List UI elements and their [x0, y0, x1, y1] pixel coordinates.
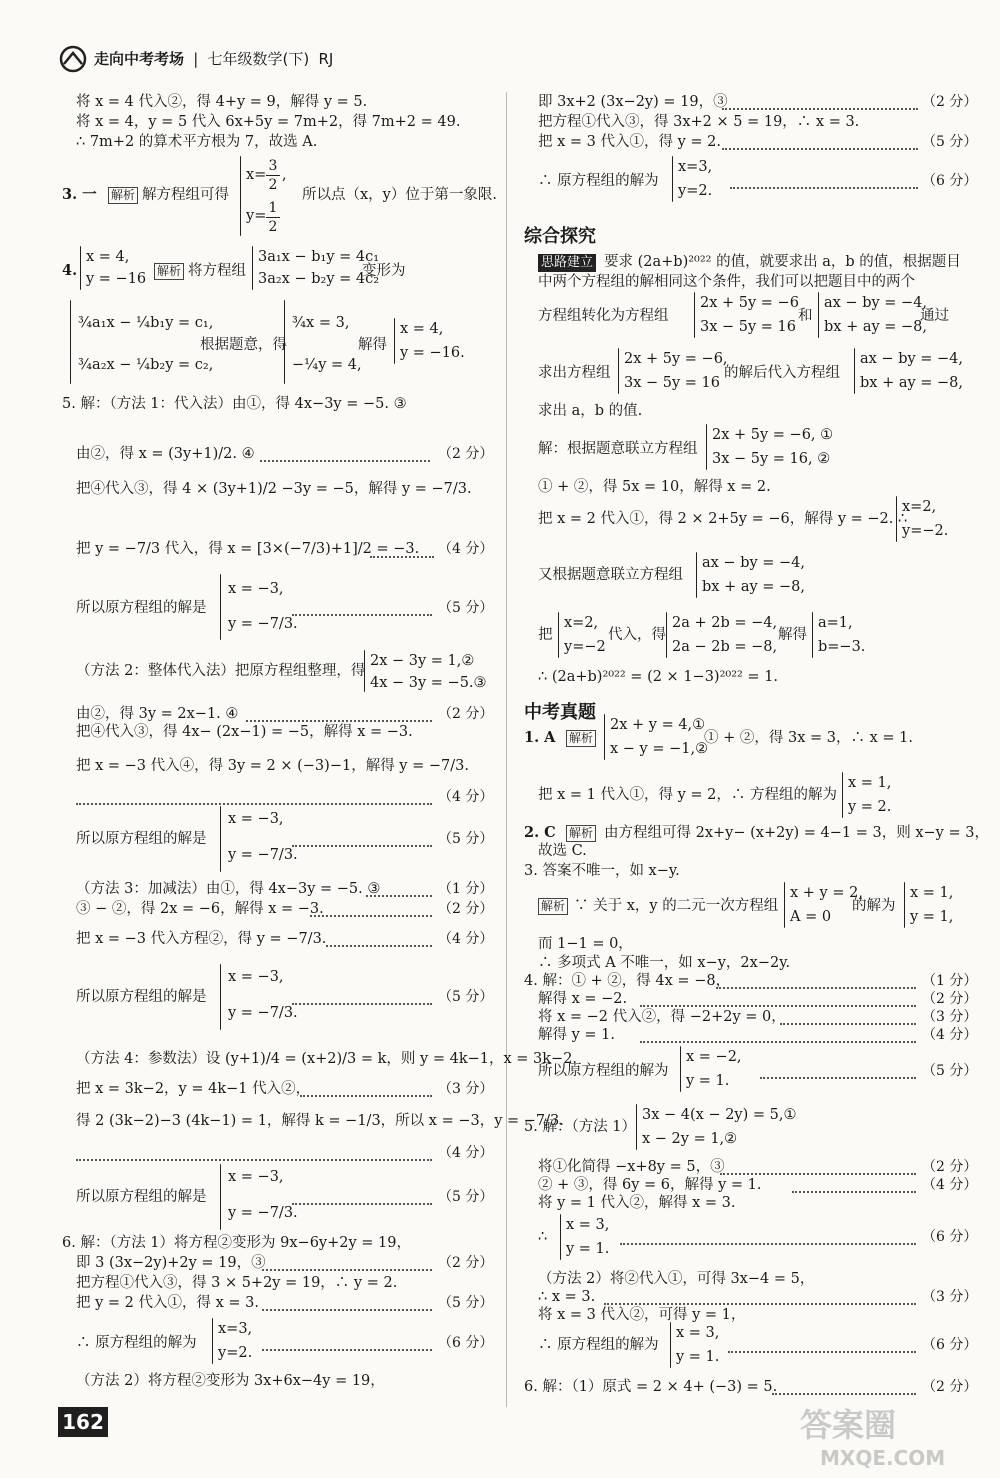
- answer-line: （方法 2：整体代入法）把原方程组整理，得: [76, 663, 366, 679]
- equation: 3a₁x − b₁y = 4c₁: [258, 249, 380, 265]
- equation: 3a₂x − b₂y = 4c₂: [258, 271, 380, 287]
- book-title: 走向中考考场: [94, 50, 185, 68]
- leader-dots: [246, 720, 432, 722]
- leader-dots: [722, 148, 918, 150]
- answer-line: 5. 解：（方法 1）: [524, 1119, 637, 1135]
- question-number: 3. 一: [62, 186, 97, 203]
- equation: x = 4,: [86, 249, 130, 265]
- equation: x − y = −1,②: [610, 741, 709, 757]
- system-brace: [672, 156, 673, 202]
- answer-line: （方法 4：参数法）设 (y+1)/4 = (x+2)/3 = k，则 y = 4k−1，x = 3k−2.: [76, 1051, 578, 1067]
- leader-dots: [720, 1173, 916, 1175]
- answer-line: 和: [798, 308, 813, 324]
- answer-line: ∴ 原方程组的解为: [76, 1335, 197, 1351]
- answer-line: 即 3x+2 (3x−2y) = 19，③: [538, 94, 728, 110]
- answer-line: 中两个方程组的解相同这个条件，我们可以把题目中的两个: [538, 274, 915, 290]
- answer-line: 即 3 (3x−2y)+2y = 19，③: [76, 1255, 266, 1271]
- system-brace: [364, 650, 365, 692]
- answer-line: 的解后代入方程组: [724, 365, 840, 381]
- equation: x=3,: [218, 1321, 253, 1337]
- score-points: （2 分）: [922, 94, 978, 110]
- answer-line: 将 x = 3 代入②，可得 y = 1，: [538, 1307, 746, 1323]
- system-brace: [696, 552, 697, 598]
- leader-dots: [76, 1159, 432, 1161]
- answer-line: ∴ 原方程组的解为: [538, 1337, 659, 1353]
- equation: 2a − 2b = −8,: [672, 639, 778, 655]
- equation: A = 0: [790, 909, 832, 925]
- system-brace: [904, 882, 905, 928]
- system-brace: [394, 318, 395, 364]
- answer-line: （方法 3：加减法）由①，得 4x−3y = −5. ③: [76, 881, 381, 897]
- answer-line: 4. 解：① + ②，得 4x = −8，: [524, 973, 731, 989]
- column-divider: [506, 92, 507, 1407]
- answer-line: 根据题意，得: [200, 337, 287, 353]
- answer-line: 通过: [920, 308, 949, 324]
- score-points: （6 分）: [922, 1229, 978, 1245]
- answer-line: 6. 解：（1）原式 = 2 × 4+ (−3) = 5.: [524, 1379, 778, 1395]
- system-brace: [618, 348, 619, 394]
- system-brace: [896, 496, 897, 542]
- equation: y=−2: [564, 639, 606, 655]
- score-points: （4 分）: [922, 1027, 978, 1043]
- system-brace: [252, 246, 253, 290]
- answer-line: 把④代入③，得 4 × (3y+1)/2 −3y = −5，解得 y = −7/3.: [76, 481, 472, 497]
- leader-dots: [292, 845, 432, 847]
- score-points: （3 分）: [922, 1289, 978, 1305]
- leader-dots: [262, 1269, 432, 1271]
- score-points: （5 分）: [438, 989, 494, 1005]
- score-points: （4 分）: [438, 931, 494, 947]
- answer-line: ∴ 多项式 A 不唯一，如 x−y，2x−2y.: [538, 955, 791, 971]
- leader-dots: [370, 556, 434, 558]
- answer-line: （方法 2）将方程②变形为 3x+6x−4y = 19，: [76, 1373, 385, 1389]
- equation: y=−2.: [902, 523, 949, 539]
- answer-line: 所以原方程组的解是: [76, 831, 207, 847]
- equation: x = −3,: [228, 581, 284, 597]
- page-number: 162: [58, 1407, 108, 1437]
- equation: y=2.: [218, 1345, 253, 1361]
- equation: x = −3,: [228, 811, 284, 827]
- score-points: （5 分）: [922, 1063, 978, 1079]
- question-number: 1. A: [524, 729, 556, 746]
- score-points: （3 分）: [438, 1081, 494, 1097]
- score-points: （1 分）: [922, 973, 978, 989]
- equation: x = 1,: [848, 775, 892, 791]
- score-points: （4 分）: [438, 1145, 494, 1161]
- equation: y = −7/3.: [228, 847, 298, 863]
- system-brace: [670, 1322, 671, 1368]
- answer-line: 把④代入③，得 4x− (2x−1) = −5，解得 x = −3.: [76, 724, 413, 740]
- answer-line: 将 x = 4，y = 5 代入 6x+5y = 7m+2，得 7m+2 = 49.: [76, 114, 461, 130]
- answer-line: 把 x = 2 代入①，得 2 × 2+5y = −6，解得 y = −2. ∴: [538, 511, 908, 527]
- equation: x = 3,: [566, 1217, 610, 1233]
- leader-dots: [260, 460, 430, 462]
- equation: y = −16: [86, 271, 147, 287]
- analysis-tag: 解析: [108, 186, 138, 204]
- equation: y = 2.: [848, 799, 892, 815]
- answer-line: 将①化简得 −x+8y = 5，③: [538, 1159, 725, 1175]
- score-points: （4 分）: [438, 541, 494, 557]
- leader-dots: [780, 1023, 916, 1025]
- score-points: （2 分）: [922, 991, 978, 1007]
- leader-dots: [728, 1351, 916, 1353]
- equation: a=1,: [818, 615, 853, 631]
- system-brace: [842, 772, 843, 818]
- leader-dots: [262, 1349, 432, 1351]
- equation: 3x − 5y = 16: [624, 375, 721, 391]
- system-brace: [220, 806, 221, 872]
- answer-line: 解得 y = 1.: [538, 1027, 616, 1043]
- score-points: （5 分）: [922, 134, 978, 150]
- answer-line: 把 x = 3 代入①，得 y = 2.: [538, 134, 721, 150]
- leader-dots: [620, 1243, 916, 1245]
- answer-line: 所以点（x，y）位于第一象限.: [302, 187, 497, 203]
- score-points: （6 分）: [438, 1335, 494, 1351]
- equation: bx + ay = −8,: [860, 375, 964, 391]
- system-brace: [854, 348, 855, 394]
- answer-line: ② + ③，得 6y = 6，解得 y = 1.: [538, 1177, 762, 1193]
- system-brace: [680, 1046, 681, 1092]
- system-brace: [220, 964, 221, 1030]
- leader-dots: [730, 187, 918, 189]
- analysis-tag: 解析: [566, 824, 596, 842]
- system-brace: [604, 714, 605, 760]
- score-points: （2 分）: [438, 901, 494, 917]
- score-points: （5 分）: [438, 1295, 494, 1311]
- system-brace: [212, 1318, 213, 1364]
- section-heading: 中考真题: [524, 702, 596, 723]
- system-brace: [80, 246, 81, 290]
- leader-dots: [772, 1393, 916, 1395]
- question-number: 4.: [62, 262, 78, 279]
- equation: 2x + 5y = −6, ①: [712, 427, 834, 443]
- equation: y = 1.: [686, 1073, 730, 1089]
- system-brace: [666, 612, 667, 658]
- equation: bx + ay = −8,: [824, 319, 928, 335]
- answer-line: 变形为: [362, 263, 406, 279]
- leader-dots: [310, 915, 432, 917]
- answer-line: 所以原方程组的解为: [538, 1063, 669, 1079]
- answer-line: 解方程组可得: [142, 187, 229, 203]
- answer-line: 解得: [358, 337, 387, 353]
- section-heading: 综合探究: [524, 226, 596, 247]
- system-brace: [240, 156, 241, 236]
- equation: bx + ay = −8,: [702, 579, 806, 595]
- equation: x + y = 2,: [790, 885, 863, 901]
- equation: ¾a₂x − ¼b₂y = c₂,: [78, 357, 214, 373]
- answer-line: 的解为: [852, 898, 896, 914]
- equation: 2x + y = 4,①: [610, 717, 706, 733]
- equation: x=2,: [564, 615, 599, 631]
- thinking-tag: 思路建立: [538, 253, 596, 272]
- system-brace: [636, 1104, 637, 1150]
- answer-line: 由方程组可得 2x+y− (x+2y) = 4−1 = 3，则 x−y = 3，: [604, 825, 989, 841]
- equation: x = −3,: [228, 1169, 284, 1185]
- score-points: （3 分）: [922, 1009, 978, 1025]
- answer-line: ∴ (2a+b)²⁰²² = (2 × 1−3)²⁰²² = 1.: [538, 669, 779, 685]
- leader-dots: [640, 1005, 916, 1007]
- answer-line: 所以原方程组的解是: [76, 600, 207, 616]
- equation: b=−3.: [818, 639, 866, 655]
- answer-line: 把: [538, 627, 553, 643]
- equation: x = −3,: [228, 969, 284, 985]
- equation: y = −7/3.: [228, 616, 298, 632]
- leader-dots: [292, 614, 432, 616]
- leader-dots: [292, 1203, 432, 1205]
- equation: y = −7/3.: [228, 1005, 298, 1021]
- answer-line: 把 y = −7/3 代入，得 x = [3×(−7/3)+1]/2 = −3.: [76, 541, 420, 557]
- answer-line: ∴ 原方程组的解为: [538, 173, 659, 189]
- equation: x = 3,: [676, 1325, 720, 1341]
- answer-line: 3. 答案不唯一，如 x−y.: [524, 863, 680, 879]
- leader-dots: [292, 1003, 432, 1005]
- equation: ¾a₁x − ¼b₁y = c₁,: [78, 315, 214, 331]
- leader-dots: [722, 108, 918, 110]
- system-brace: [706, 424, 707, 470]
- leader-dots: [716, 987, 916, 989]
- equation: y = −16.: [400, 345, 465, 361]
- question-number: 2. C: [524, 824, 556, 841]
- answer-line: 将 y = 1 代入②，解得 x = 3.: [538, 1195, 736, 1211]
- answer-line: 代入，得: [608, 627, 666, 643]
- comma: ,: [282, 167, 287, 183]
- answer-line: 把 y = 2 代入①，得 x = 3.: [76, 1295, 259, 1311]
- leader-dots: [792, 1191, 916, 1193]
- score-points: （2 分）: [922, 1159, 978, 1175]
- score-points: （4 分）: [438, 789, 494, 805]
- answer-line: 方程组转化为方程组: [538, 308, 669, 324]
- answer-line: 由②，得 3y = 2x−1. ④: [76, 706, 239, 722]
- answer-line: 所以原方程组的解是: [76, 1189, 207, 1205]
- equation: ax − by = −4,: [824, 295, 928, 311]
- score-points: （5 分）: [438, 600, 494, 616]
- score-points: （1 分）: [438, 881, 494, 897]
- score-points: （5 分）: [438, 831, 494, 847]
- answer-line: 解得 x = −2.: [538, 991, 628, 1007]
- equation: 4x − 3y = −5.③: [370, 675, 487, 691]
- score-points: （4 分）: [922, 1177, 978, 1193]
- equation: x = 1,: [910, 885, 954, 901]
- answer-line: 把 x = −3 代入方程②，得 y = −7/3.: [76, 931, 327, 947]
- analysis-tag: 解析: [566, 729, 596, 747]
- fraction: 3 2: [266, 158, 280, 193]
- system-brace: [812, 612, 813, 658]
- answer-line: ③ − ②，得 2x = −6，解得 x = −3.: [76, 901, 324, 917]
- equation: 3x − 5y = 16: [700, 319, 797, 335]
- leader-dots: [366, 895, 432, 897]
- publisher-logo-icon: [58, 44, 88, 74]
- equation: y=: [246, 208, 267, 224]
- equation: x = −2,: [686, 1049, 742, 1065]
- equation: x = 4,: [400, 321, 444, 337]
- system-brace: [818, 292, 819, 338]
- answer-line: 由②，得 x = (3y+1)/2. ④: [76, 446, 255, 462]
- system-brace: [558, 612, 559, 658]
- answer-line: 又根据题意联立方程组: [538, 567, 683, 583]
- answer-line: 把 x = −3 代入④，得 3y = 2 × (−3)−1，解得 y = −7/3.: [76, 758, 469, 774]
- equation: 2x − 3y = 1,②: [370, 653, 475, 669]
- answer-line: ∴ 7m+2 的算术平方根为 7，故选 A.: [76, 134, 318, 150]
- equation: 2x + 5y = −6: [700, 295, 799, 311]
- answer-line: 6. 解：（方法 1）将方程②变形为 9x−6y+2y = 19，: [62, 1235, 411, 1251]
- score-points: （2 分）: [438, 1255, 494, 1271]
- equation: −¼y = 4,: [292, 357, 362, 373]
- answer-line: 把方程①代入③，得 3 × 5+2y = 19，∴ y = 2.: [76, 1275, 398, 1291]
- book-header: 走向中考考场 | 七年级数学(下) RJ: [94, 50, 334, 68]
- score-points: （2 分）: [438, 706, 494, 722]
- leader-dots: [760, 1077, 916, 1079]
- equation: 2a + 2b = −4,: [672, 615, 778, 631]
- answer-line: 所以原方程组的解是: [76, 989, 207, 1005]
- leader-dots: [300, 1095, 432, 1097]
- book-edition: RJ: [318, 50, 334, 68]
- score-points: （6 分）: [922, 173, 978, 189]
- equation: x=3,: [678, 159, 713, 175]
- leader-dots: [604, 1303, 916, 1305]
- leader-dots: [76, 803, 432, 805]
- answer-line: ① + ②，得 3x = 3，∴ x = 1.: [704, 730, 913, 746]
- leader-dots: [262, 1309, 432, 1311]
- analysis-tag: 解析: [538, 897, 568, 915]
- system-brace: [220, 1164, 221, 1230]
- equation: 2x + 5y = −6,: [624, 351, 728, 367]
- answer-line: 而 1−1 = 0，: [538, 936, 633, 952]
- score-points: （2 分）: [922, 1379, 978, 1395]
- system-brace: [284, 300, 285, 384]
- leader-dots: [326, 945, 432, 947]
- score-points: （2 分）: [438, 446, 494, 462]
- equation: ax − by = −4,: [860, 351, 964, 367]
- answer-line: ∴ x = 3.: [538, 1289, 596, 1305]
- equation: y = 1,: [910, 909, 954, 925]
- answer-line: ∵ 关于 x，y 的二元一次方程组: [574, 898, 779, 914]
- equation: x=2,: [902, 499, 937, 515]
- answer-line: 将 x = 4 代入②，得 4+y = 9，解得 y = 5.: [76, 94, 368, 110]
- equation: x − 2y = 1,②: [642, 1131, 738, 1147]
- fraction: 1 2: [266, 200, 280, 235]
- watermark-url: MXQE.COM: [820, 1446, 946, 1470]
- equation: ax − by = −4,: [702, 555, 806, 571]
- answer-line: （方法 2）将②代入①，可得 3x−4 = 5，: [538, 1271, 815, 1287]
- answer-line: 求出方程组: [538, 365, 611, 381]
- equation: 3x − 4(x − 2y) = 5,①: [642, 1107, 797, 1123]
- system-brace: [220, 574, 221, 640]
- answer-line: 将 x = −2 代入②，得 −2+2y = 0，: [538, 1009, 786, 1025]
- answer-line: 把 x = 1 代入①，得 y = 2，∴ 方程组的解为: [538, 787, 837, 803]
- equation: 3x − 5y = 16, ②: [712, 451, 831, 467]
- equation: y = 1.: [566, 1241, 610, 1257]
- leader-dots: [640, 1041, 916, 1043]
- answer-line: 5. 解：（方法 1：代入法）由①，得 4x−3y = −5. ③: [62, 396, 407, 412]
- answer-line: 把方程①代入③，得 3x+2 × 5 = 19，∴ x = 3.: [538, 114, 860, 130]
- answer-line: ∴: [538, 1229, 548, 1245]
- system-brace: [784, 882, 785, 928]
- equation: ¾x = 3,: [292, 315, 350, 331]
- answer-line: 解得: [778, 627, 807, 643]
- answer-line: 解：根据题意联立方程组: [538, 441, 698, 457]
- answer-line: 要求 (2a+b)²⁰²² 的值，就要求出 a，b 的值，根据题目: [604, 254, 961, 270]
- equation: y=2.: [678, 183, 713, 199]
- analysis-tag: 解析: [154, 262, 184, 280]
- answer-line: 把 x = 3k−2，y = 4k−1 代入②，: [76, 1081, 311, 1097]
- book-subtitle: 七年级数学(下): [207, 50, 310, 68]
- score-points: （6 分）: [922, 1337, 978, 1353]
- answer-line: 将方程组: [188, 263, 246, 279]
- equation: x=: [246, 167, 267, 183]
- answer-line: ① + ②，得 5x = 10，解得 x = 2.: [538, 479, 771, 495]
- answer-line: 得 2 (3k−2)−3 (4k−1) = 1，解得 k = −1/3，所以 x = −3，y = −7/3.: [76, 1113, 564, 1129]
- score-points: （5 分）: [438, 1189, 494, 1205]
- system-brace: [70, 300, 71, 384]
- equation: y = −7/3.: [228, 1205, 298, 1221]
- system-brace: [694, 292, 695, 338]
- watermark-logo: 答案圈: [800, 1406, 897, 1444]
- answer-line: 故选 C.: [538, 843, 587, 859]
- system-brace: [560, 1214, 561, 1260]
- equation: y = 1.: [676, 1349, 720, 1365]
- answer-line: 求出 a，b 的值.: [538, 403, 643, 419]
